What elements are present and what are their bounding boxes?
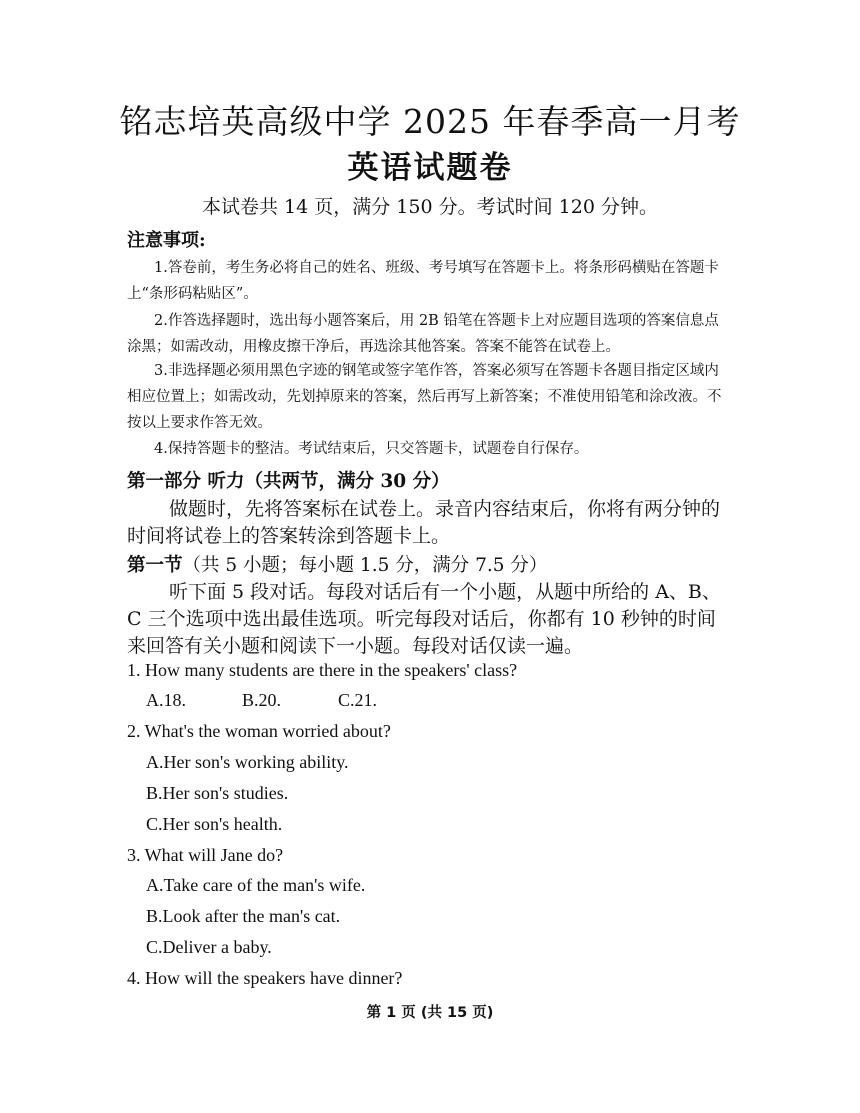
part1-heading: 第一部分 听力（共两节，满分 30 分） xyxy=(127,471,450,492)
section1-scoring: （共 5 小题；每小题 1.5 分，满分 7.5 分） xyxy=(182,555,548,576)
note-item: 2.作答选择题时，选出每小题答案后，用 2B 铅笔在答题卡上对应题目选项的答案信息点涂黑；如需改动，用橡皮擦干净后，再选涂其他答案。答案不能答在试卷上。 xyxy=(127,313,719,355)
option-c: C.Her son's health. xyxy=(146,814,283,834)
notes-heading: 注意事项: xyxy=(127,230,206,251)
section1-heading xyxy=(127,551,547,577)
page-number: 第 1 页 (共 15 页) xyxy=(366,1005,494,1021)
section1-instruction: 听下面 5 段对话。每段对话后有一个小题，从题中所给的 A、B、C 三个选项中选出最佳选项。听完每段对话后，你都有 10 秒钟的时间来回答有关小题和阅读下一小题。每段对话仅读一遍。 xyxy=(127,581,721,657)
question-4: 4. How will the speakers have dinner? xyxy=(127,968,403,988)
option-c: C.Deliver a baby. xyxy=(146,937,272,957)
option-b: B.20. xyxy=(242,690,282,710)
option-a: A.18. xyxy=(146,690,186,710)
note-item: 4.保持答题卡的整洁。考试结束后，只交答题卡，试题卷自行保存。 xyxy=(154,441,589,457)
option-b: B.Look after the man's cat. xyxy=(146,906,341,926)
question-2: 2. What's the woman worried about? xyxy=(127,721,391,741)
exam-subtitle: 英语试题卷 xyxy=(347,150,513,186)
option-a: A.Her son's working ability. xyxy=(146,752,349,772)
question-1: 1. How many students are there in the speakers' class? xyxy=(127,660,518,680)
question-3: 3. What will Jane do? xyxy=(127,845,284,865)
option-b: B.Her son's studies. xyxy=(146,783,289,803)
question-1-options xyxy=(146,690,434,711)
note-item: 3.非选择题必须用黑色字迹的钢笔或签字笔作答，答案必须写在答题卡各题目指定区域内相应位置上；如需改动，先划掉原来的答案，然后再写上新答案；不准使用铅笔和涂改液。不按以上要求作答无效。 xyxy=(127,363,722,431)
exam-info: 本试卷共 14 页，满分 150 分。考试时间 120 分钟。 xyxy=(202,196,658,218)
option-c: C.21. xyxy=(338,690,378,710)
part1-instruction: 做题时，先将答案标在试卷上。录音内容结束后，你将有两分钟的时间将试卷上的答案转涂到答题卡上。 xyxy=(127,498,721,547)
section1-label: 第一节 xyxy=(127,555,183,576)
note-item: 1.答卷前，考生务必将自己的姓名、班级、考号填写在答题卡上。将条形码横贴在答题卡上“条形码粘贴区”。 xyxy=(127,260,719,302)
option-a: A.Take care of the man's wife. xyxy=(146,875,366,895)
exam-title: 铭志培英高级中学 2025 年春季高一月考 xyxy=(119,102,741,141)
